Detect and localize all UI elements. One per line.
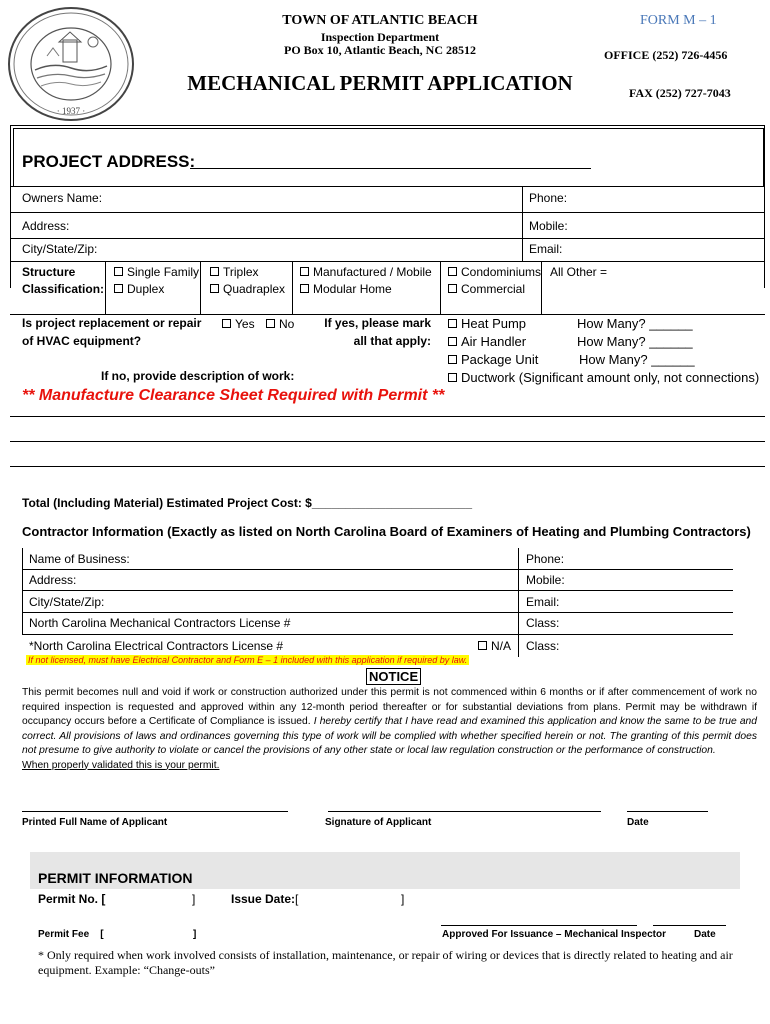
contractor-email-label: Email: (526, 595, 560, 609)
signature-date-label: Date (627, 817, 649, 828)
hvac-no-label: No (279, 317, 295, 331)
owner-mobile-label: Mobile: (529, 219, 568, 233)
checkbox-icon (222, 319, 231, 328)
modular-label: Modular Home (313, 282, 392, 296)
ductwork-checkbox[interactable] (448, 370, 759, 385)
triplex-checkbox[interactable] (210, 265, 259, 279)
hvac-question-2: of HVAC equipment? (22, 334, 142, 348)
checkbox-icon (448, 355, 457, 364)
permit-number-label: Permit No. [ (38, 892, 106, 906)
checkbox-icon (448, 373, 457, 382)
not-licensed-warning: If not licensed, must have Electrical Contractor and Form E – 1 included with this application if required by law. (28, 655, 468, 665)
electrical-license-label: *North Carolina Electrical Contractors License # (29, 639, 284, 653)
ductwork-label: Ductwork (Significant amount only, not connections) (461, 370, 760, 385)
checkbox-icon (448, 319, 457, 328)
na-checkbox[interactable] (478, 639, 511, 653)
electrical-class-label: Class: (526, 639, 560, 653)
checkbox-icon (210, 267, 219, 276)
project-address-field[interactable] (190, 152, 591, 169)
condominiums-checkbox[interactable] (448, 265, 541, 279)
hvac-yes-label: Yes (235, 317, 255, 331)
issue-date-open: [ (295, 892, 299, 906)
issue-date-close: ] (401, 892, 405, 906)
notice-body (22, 686, 757, 773)
air-handler-label: Air Handler (461, 334, 527, 349)
quadraplex-checkbox[interactable] (210, 282, 285, 296)
town-name: TOWN OF ATLANTIC BEACH (282, 13, 478, 28)
checkbox-icon (266, 319, 275, 328)
all-other-label: All Other = (550, 265, 608, 279)
department-name: Inspection Department (320, 30, 440, 44)
package-unit-label: Package Unit (461, 352, 539, 367)
owners-name-label: Owners Name: (22, 191, 103, 205)
structure-label-2: Classification: (22, 282, 105, 296)
permit-fee-close: ] (193, 929, 197, 940)
contractor-mobile-label: Mobile: (526, 573, 565, 587)
structure-label-1: Structure (22, 265, 76, 279)
na-label: N/A (491, 639, 512, 653)
single-family-label: Single Family (127, 265, 200, 279)
project-address-label: PROJECT ADDRESS: (22, 152, 196, 171)
single-family-checkbox[interactable] (114, 265, 199, 279)
hvac-question-1: Is project replacement or repair (22, 316, 202, 330)
if-no-description-label: If no, provide description of work: (101, 369, 295, 383)
modular-checkbox[interactable] (300, 282, 392, 296)
po-box: PO Box 10, Atlantic Beach, NC 28512 (284, 43, 476, 57)
how-many-package-unit[interactable]: How Many? ______ (579, 352, 695, 367)
checkbox-icon (114, 267, 123, 276)
fax-number: FAX (252) 727-7043 (629, 86, 731, 100)
how-many-air-handler[interactable]: How Many? ______ (577, 334, 693, 349)
checkbox-icon (448, 284, 457, 293)
clearance-sheet-notice: ** Manufacture Clearance Sheet Required with Permit ** (22, 387, 445, 404)
checkbox-icon (448, 337, 457, 346)
package-unit-checkbox[interactable] (448, 352, 538, 367)
contractor-city-label: City/State/Zip: (29, 595, 105, 609)
checkbox-icon (300, 267, 309, 276)
approved-label: Approved For Issuance – Mechanical Inspector (442, 929, 666, 940)
form-id: FORM M – 1 (640, 13, 717, 28)
permit-info-heading: PERMIT INFORMATION (38, 870, 193, 886)
permit-fee-label: Permit Fee [ (38, 929, 104, 940)
how-many-heat-pump[interactable]: How Many? ______ (577, 316, 693, 331)
permit-number-close: ] (192, 892, 196, 906)
owner-phone-label: Phone: (529, 191, 568, 205)
triplex-label: Triplex (223, 265, 259, 279)
mechanical-class-label: Class: (526, 616, 560, 630)
office-phone: OFFICE (252) 726-4456 (604, 48, 728, 62)
contractor-address-label: Address: (29, 573, 77, 587)
issue-date-label: Issue Date: (231, 892, 296, 906)
checkbox-icon (114, 284, 123, 293)
business-name-label: Name of Business: (29, 552, 130, 566)
commercial-label: Commercial (461, 282, 526, 296)
approved-date-label: Date (694, 929, 716, 940)
if-yes-label-2: all that apply: (353, 334, 431, 348)
estimated-cost-label[interactable]: Total (Including Material) Estimated Project Cost: $________________________ (22, 496, 472, 510)
hvac-no-checkbox[interactable] (266, 317, 294, 331)
owner-email-label: Email: (529, 242, 563, 256)
air-handler-checkbox[interactable] (448, 334, 526, 349)
condominiums-label: Condominiums (461, 265, 542, 279)
manufactured-checkbox[interactable] (300, 265, 432, 279)
heat-pump-label: Heat Pump (461, 316, 527, 331)
checkbox-icon (478, 641, 487, 650)
printed-name-label: Printed Full Name of Applicant (22, 817, 168, 828)
heat-pump-checkbox[interactable] (448, 316, 526, 331)
checkbox-icon (300, 284, 309, 293)
contractor-phone-label: Phone: (526, 552, 565, 566)
duplex-label: Duplex (127, 282, 165, 296)
owner-city-label: City/State/Zip: (22, 242, 98, 256)
notice-body-italic: I hereby certify that I have read and examined this application and know the same to be true and correct. All provisions of laws and ordinances governing this type of work will be complied with whether specified herein or not. The granting of this permit does not presume to give authority to violate or cancel the provisions of any other state or local law regulation construction or the performance of construction. (22, 716, 758, 756)
footnote: * Only required when work involved consists of installation, maintenance, or repair of wiring or devices that is directly related to heating and air equipment. Example: “Change-outs” (38, 948, 733, 977)
notice-title: NOTICE (366, 668, 421, 685)
if-yes-label-1: If yes, please mark (324, 316, 431, 330)
quadraplex-label: Quadraplex (223, 282, 286, 296)
form-title: MECHANICAL PERMIT APPLICATION (187, 71, 573, 95)
signature-label: Signature of Applicant (325, 817, 432, 828)
hvac-yes-checkbox[interactable] (222, 317, 255, 331)
commercial-checkbox[interactable] (448, 282, 525, 296)
mechanical-license-label: North Carolina Mechanical Contractors License # (29, 616, 291, 630)
checkbox-icon (448, 267, 457, 276)
manufactured-label: Manufactured / Mobile (313, 265, 432, 279)
owner-address-label: Address: (22, 219, 70, 233)
notice-body-normal: This permit becomes null and void if work or construction authorized under this permit is not commenced within 6 months or if after commencement of work no required inspection is requested and approved within any 12-month period thereafter or for substantial deviations from plans. Permit may be withdrawn if occupancy occurs before a Certificate of Compliance is issued. (22, 687, 757, 727)
validated-text: When properly validated this is your permit. (22, 759, 220, 771)
checkbox-icon (210, 284, 219, 293)
svg-text:· 1937 ·: · 1937 · (56, 106, 86, 116)
contractor-heading: Contractor Information (Exactly as listed on North Carolina Board of Examiners of Heating and Plumbing Contractors) (22, 524, 751, 539)
duplex-checkbox[interactable] (114, 282, 164, 296)
town-seal (7, 6, 135, 122)
